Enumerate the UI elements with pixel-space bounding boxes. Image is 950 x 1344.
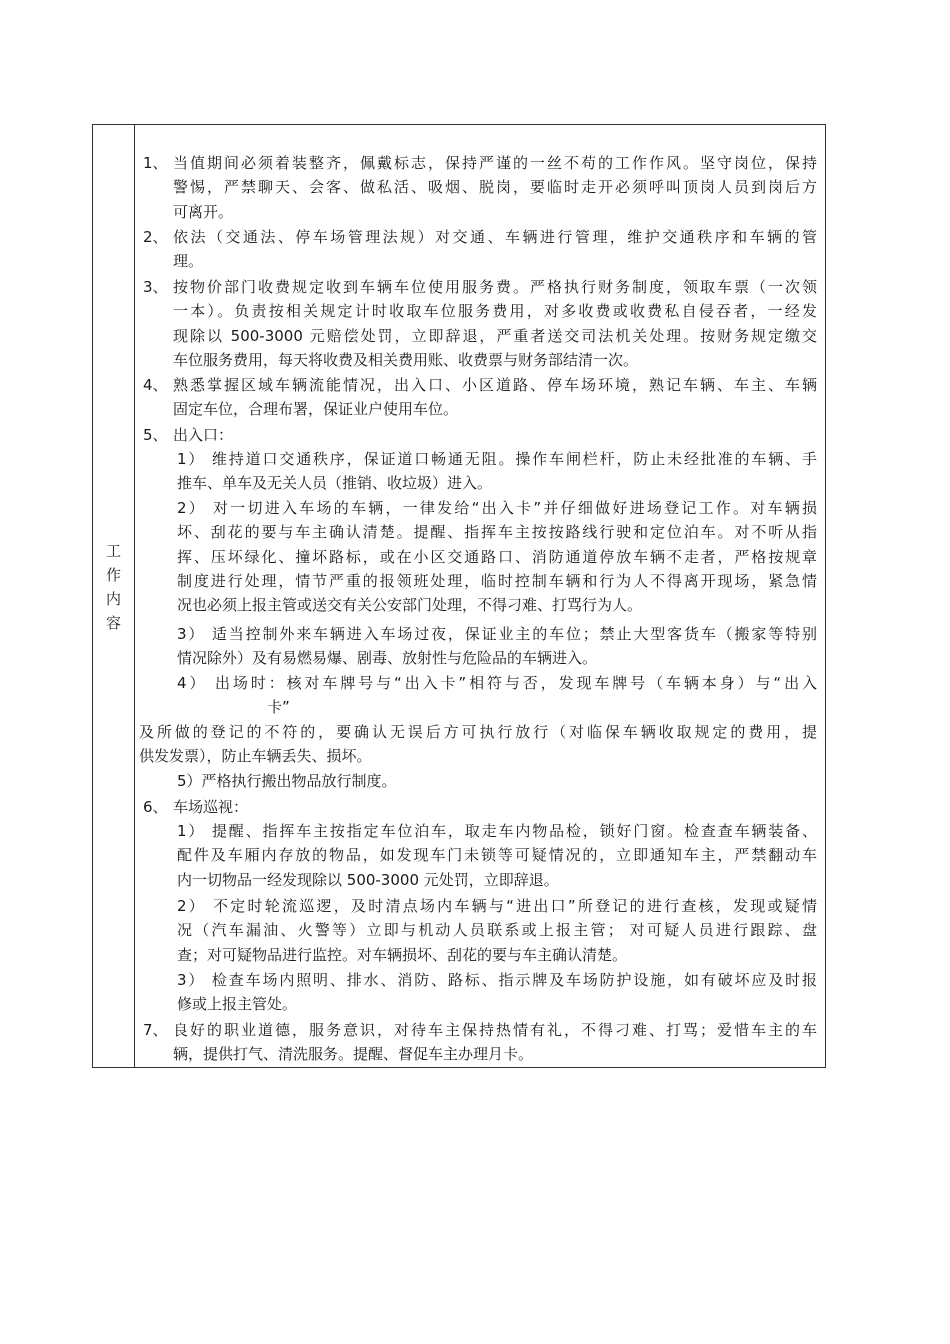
list-item bbox=[177, 447, 817, 496]
list-item bbox=[177, 894, 817, 967]
list-item bbox=[177, 968, 817, 1017]
text-line: 推车、单车及无关人员（推销、收垃圾）进入。 bbox=[177, 474, 493, 493]
work-content-table bbox=[92, 124, 826, 1068]
list-item-number: 7、 bbox=[143, 1021, 168, 1039]
text-line: 坏、刮花的要与车主确认清楚。提醒、指挥车主按按路线行驶和定位泊车。对不听从指 bbox=[177, 523, 817, 542]
list-item-number: 4、 bbox=[143, 376, 168, 394]
section-label-char: 作 bbox=[105, 566, 121, 584]
text-line: 配件及车厢内存放的物品，如发现车门未锁等可疑情况的，立即通知车主，严禁翻动车 bbox=[177, 846, 817, 865]
list-item-text bbox=[177, 622, 817, 671]
list-item-text bbox=[177, 671, 817, 720]
text-line: 固定车位，合理布署，保证业户使用车位。 bbox=[173, 400, 459, 419]
list-item-text bbox=[139, 720, 817, 769]
text-line: 制度进行处理，情节严重的报领班处理，临时控制车辆和行为人不得离开现场，紧急情 bbox=[177, 571, 817, 590]
text-line: 1） 提醒、指挥车主按指定车位泊车，取走车内物品检，锁好门窗。检查查车辆装备、 bbox=[177, 822, 817, 840]
text-line: 出入口： bbox=[173, 426, 234, 444]
list-item-text bbox=[173, 373, 817, 422]
text-line: 5）严格执行搬出物品放行制度。 bbox=[177, 772, 397, 790]
list-item-text bbox=[173, 151, 817, 224]
list-item-text bbox=[173, 275, 817, 372]
list-item-text bbox=[177, 769, 817, 793]
list-item-text bbox=[173, 423, 817, 447]
text-line: 查；对可疑物品进行监控。对车辆损坏、刮花的要与车主确认清楚。 bbox=[177, 945, 628, 964]
text-line: 可离开。 bbox=[173, 202, 234, 221]
text-line: 2） 不定时轮流巡逻，及时清点场内车辆与“进出口”所登记的进行查核，发现或疑情 bbox=[177, 897, 817, 915]
text-line: 当值期间必须着装整齐，佩戴标志，保持严谨的一丝不苟的工作作风。坚守岗位，保持 bbox=[173, 154, 817, 172]
list-item-number: 1、 bbox=[143, 154, 168, 172]
section-content-cell bbox=[135, 125, 825, 1067]
list-item-number: 3、 bbox=[143, 278, 168, 296]
text-line: 况（汽车漏油、火警等）立即与机动人员联系或上报主管； 对可疑人员进行跟踪、盘 bbox=[177, 921, 817, 940]
text-line: 按物价部门收费规定收到车辆车位使用服务费。严格执行财务制度，领取车票（一次领 bbox=[173, 278, 817, 296]
list-item bbox=[139, 720, 817, 769]
list-item bbox=[135, 423, 817, 447]
list-item bbox=[177, 769, 817, 793]
list-item bbox=[135, 225, 817, 274]
text-line: 4） 出场时：核对车牌号与“出入卡”相符与否，发现车牌号（车辆本身）与“出入 bbox=[177, 674, 817, 692]
text-line: 一本）。负责按相关规定计时收取车位服务费用，对多收费或收费私自侵吞者，一经发 bbox=[173, 302, 817, 321]
list-item-text bbox=[177, 496, 817, 617]
list-item bbox=[135, 373, 817, 422]
text-line: 及所做的登记的不符的，要确认无误后方可执行放行（对临保车辆收取规定的费用，提 bbox=[139, 723, 817, 741]
text-line: 良好的职业道德，服务意识，对待车主保持热情有礼，不得刁难、打骂；爱惜车主的车 bbox=[173, 1021, 817, 1039]
list-item-text bbox=[173, 225, 817, 274]
list-item bbox=[177, 819, 817, 892]
text-line: 挥、压坏绿化、撞坏路标，或在小区交通路口、消防通道停放车辆不走者，严格按规章 bbox=[177, 547, 817, 566]
list-item bbox=[135, 151, 817, 224]
section-label bbox=[93, 539, 134, 635]
text-line: 2） 对一切进入车场的车辆，一律发给“出入卡”并仔细做好进场登记工作。对车辆损 bbox=[177, 499, 817, 517]
list-item-number: 6、 bbox=[143, 798, 168, 816]
list-item-text bbox=[177, 894, 817, 967]
section-label-cell bbox=[93, 125, 135, 1067]
text-line: 内一切物品一经发现除以 500-3000 元处罚，立即辞退。 bbox=[177, 870, 559, 889]
list-item-text bbox=[173, 795, 817, 819]
section-label-char: 容 bbox=[105, 614, 121, 632]
list-item bbox=[177, 496, 817, 617]
text-line: 供发发票），防止车辆丢失、损坏。 bbox=[139, 747, 372, 766]
section-label-char: 工 bbox=[105, 542, 121, 560]
section-label-char: 内 bbox=[105, 590, 121, 608]
text-line: 车位服务费用，每天将收费及相关费用账、收费票与财务部结清一次。 bbox=[173, 350, 639, 369]
list-item bbox=[135, 275, 817, 372]
list-item bbox=[177, 671, 817, 720]
list-item bbox=[177, 622, 817, 671]
text-line: 况也必须上报主管或送交有关公安部门处理，不得刁难、打骂行为人。 bbox=[177, 596, 643, 615]
text-line: 3） 适当控制外来车辆进入车场过夜，保证业主的车位；禁止大型客货车（搬家等特别 bbox=[177, 625, 817, 643]
list-item bbox=[135, 1018, 817, 1067]
list-item-number: 5、 bbox=[143, 426, 168, 444]
list-item-number: 2、 bbox=[143, 228, 168, 246]
list-item-text bbox=[177, 819, 817, 892]
list-item bbox=[135, 795, 817, 819]
text-line: 辆，提供打气、清洗服务。提醒、督促车主办理月卡。 bbox=[173, 1045, 534, 1064]
text-line: 车场巡视： bbox=[173, 798, 249, 816]
text-line: 现除以 500-3000 元赔偿处罚，立即辞退，严重者送交司法机关处理。按财务规定缴交 bbox=[173, 326, 817, 345]
text-line: 修或上报主管处。 bbox=[177, 995, 298, 1014]
text-line: 1） 维持道口交通秩序，保证道口畅通无阻。操作车闸栏杆，防止未经批准的车辆、手 bbox=[177, 450, 817, 468]
text-line: 警惕，严禁聊天、会客、做私活、吸烟、脱岗，要临时走开必须呼叫顶岗人员到岗后方 bbox=[173, 178, 817, 197]
text-line: 理。 bbox=[173, 252, 204, 271]
list-item-text bbox=[173, 1018, 817, 1067]
text-line: 情况除外）及有易燃易爆、剧毒、放射性与危险品的车辆进入。 bbox=[177, 649, 598, 668]
text-line: 3） 检查车场内照明、排水、消防、路标、指示牌及车场防护设施，如有破坏应及时报 bbox=[177, 971, 817, 989]
text-line: 依法（交通法、停车场管理法规）对交通、车辆进行管理，维护交通秩序和车辆的管 bbox=[173, 228, 817, 246]
text-line: 卡” bbox=[267, 698, 290, 717]
list-item-text bbox=[177, 968, 817, 1017]
list-item-text bbox=[177, 447, 817, 496]
text-line: 熟悉掌握区域车辆流能情况，出入口、小区道路、停车场环境，熟记车辆、车主、车辆 bbox=[173, 376, 817, 394]
